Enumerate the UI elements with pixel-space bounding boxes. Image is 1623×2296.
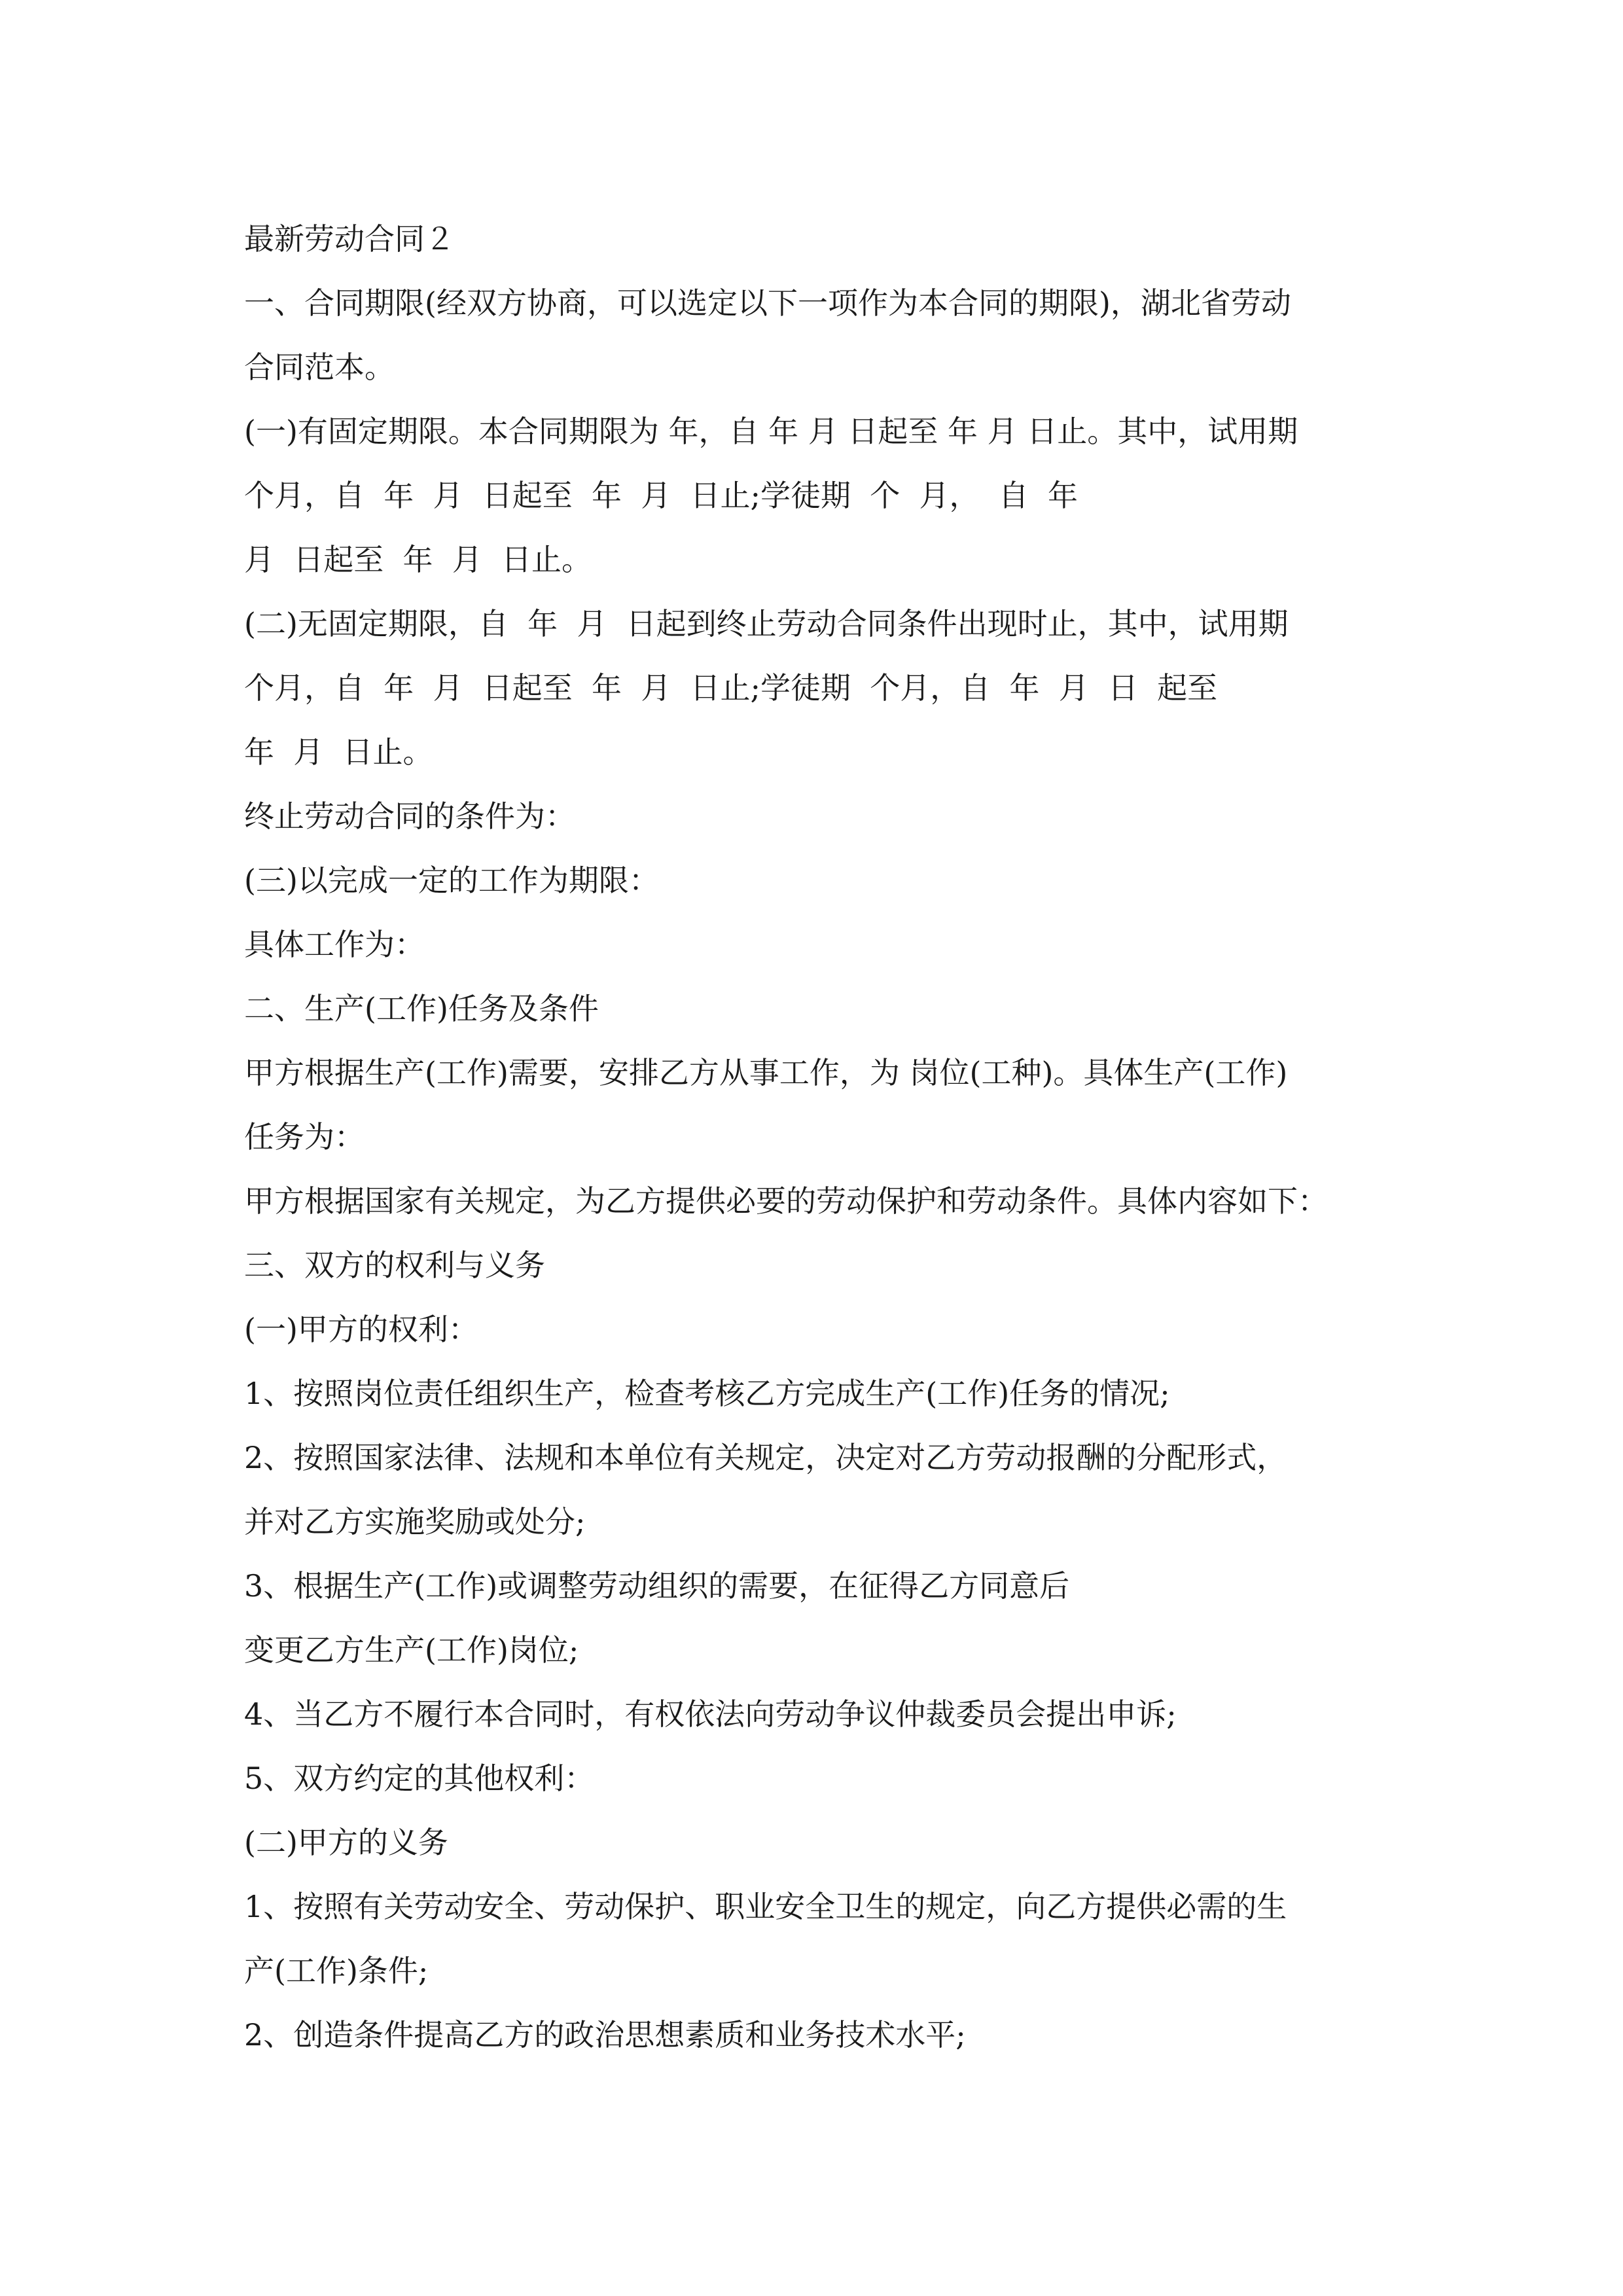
text-line: 任务为： [244,1119,365,1155]
text-line: 终止劳动合同的条件为： [244,798,575,834]
text-line: 甲方根据生产(工作)需要，安排乙方从事工作，为 岗位(工种)。具体生产(工作) [244,1055,1288,1090]
text-line: 4、当乙方不履行本合同时，有权依法向劳动争议仲裁委员会提出申诉; [244,1696,1177,1732]
text-line: 个月，自 年 月 日起至 年 月 日止;学徒期 个月，自 年 月 日 起至 [244,670,1218,706]
section-heading: 二、生产(工作)任务及条件 [244,991,599,1026]
text-line: 合同范本。 [244,350,395,385]
text-line: 个月，自 年 月 日起至 年 月 日止;学徒期 个 月， 自 年 [244,478,1078,513]
text-line: 2、按照国家法律、法规和本单位有关规定，决定对乙方劳动报酬的分配形式， [244,1440,1287,1475]
text-line: 月 日起至 年 月 日止。 [244,542,592,577]
section-heading: 三、双方的权利与义务 [244,1247,545,1283]
text-line: 变更乙方生产(工作)岗位; [244,1632,579,1668]
text-line: 甲方根据国家有关规定，为乙方提供必要的劳动保护和劳动条件。具体内容如下： [244,1183,1328,1219]
text-line: (二)甲方的义务 [244,1825,448,1860]
text-line: 具体工作为： [244,927,425,962]
text-line: (一)甲方的权利： [244,1312,478,1347]
document-title: 最新劳动合同２ [244,221,455,257]
text-line: 1、按照有关劳动安全、劳动保护、职业安全卫生的规定，向乙方提供必需的生 [244,1889,1287,1924]
text-line: (一)有固定期限。本合同期限为 年，自 年 月 日起至 年 月 日止。其中，试用期 [244,414,1298,449]
text-line: 产(工作)条件; [244,1953,429,1988]
text-line: 一、合同期限(经双方协商，可以选定以下一项作为本合同的期限)，湖北省劳动 [244,285,1291,321]
text-line: 2、创造条件提高乙方的政治思想素质和业务技术水平; [244,2017,966,2053]
text-line: 1、按照岗位责任组织生产，检查考核乙方完成生产(工作)任务的情况; [244,1376,1170,1411]
text-line: (三)以完成一定的工作为期限： [244,863,659,898]
text-line: 5、双方约定的其他权利： [244,1761,595,1796]
text-line: (二)无固定期限，自 年 月 日起到终止劳动合同条件出现时止，其中，试用期 [244,606,1289,641]
text-line: 3、根据生产(工作)或调整劳动组织的需要，在征得乙方同意后 [244,1568,1070,1604]
text-line: 并对乙方实施奖励或处分; [244,1504,586,1539]
text-line: 年 月 日止。 [244,734,433,770]
document-body [244,207,1386,2067]
